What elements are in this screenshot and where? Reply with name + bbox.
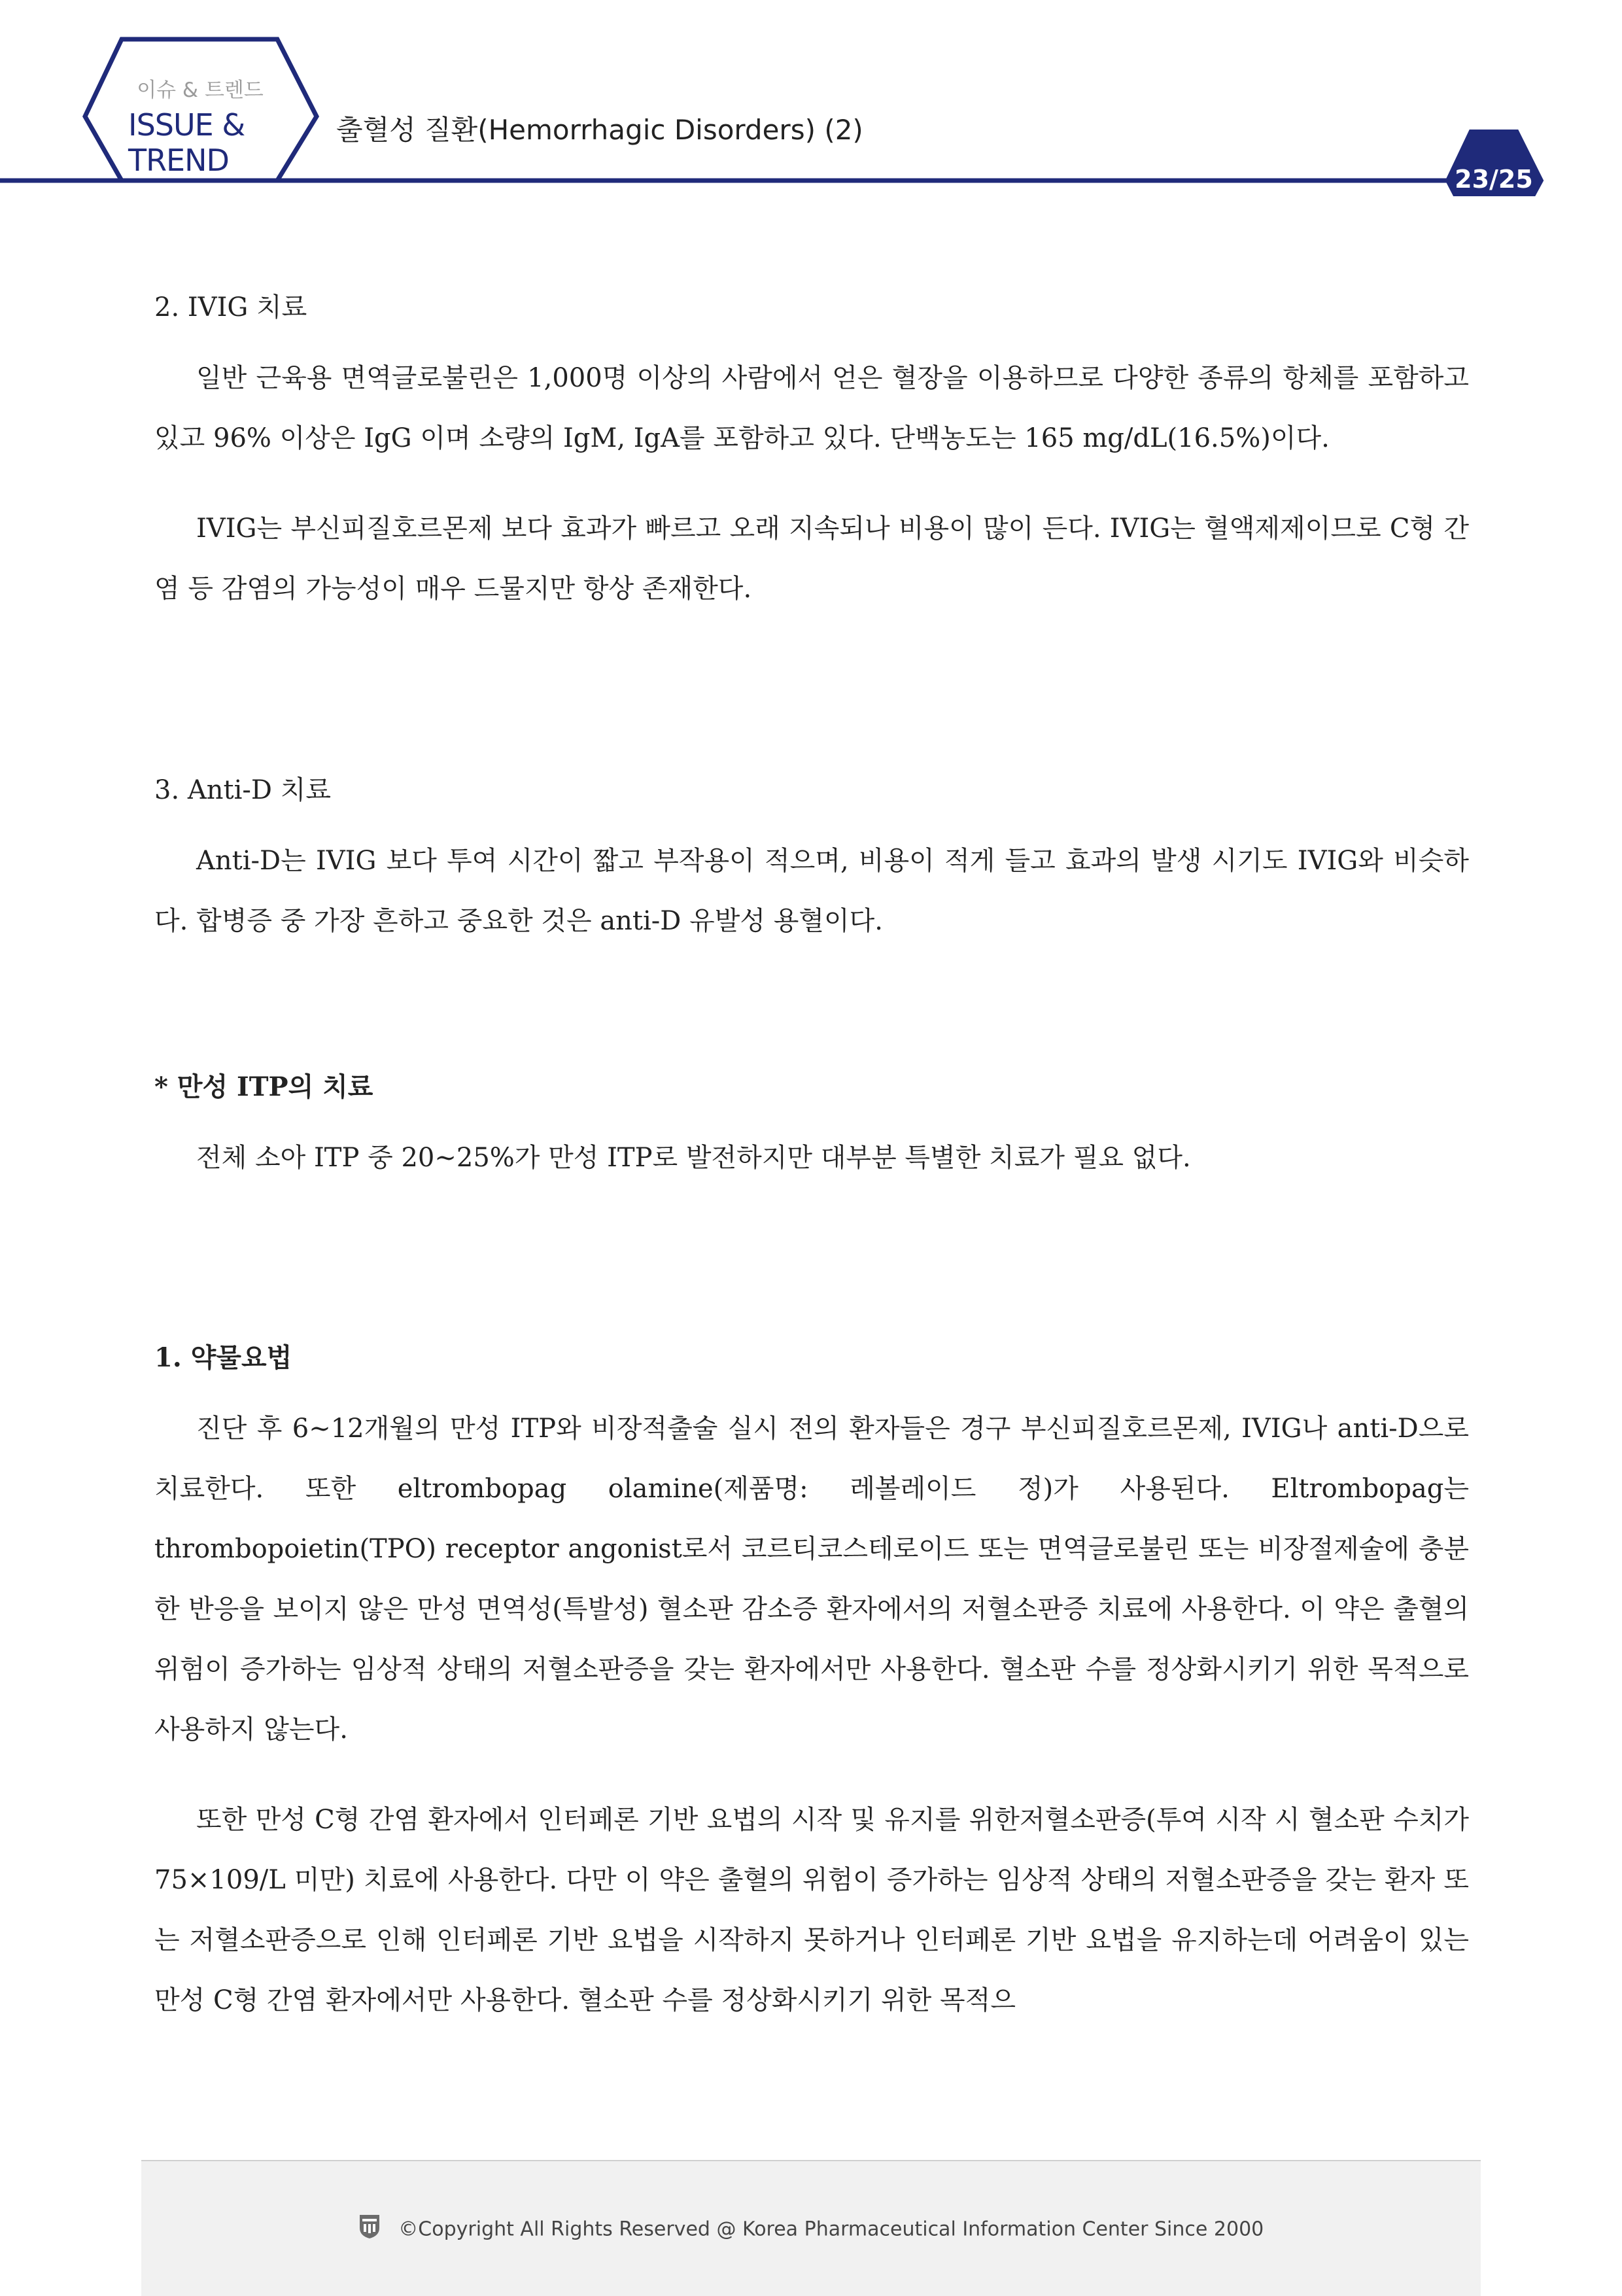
section-heading: 1. 약물요법 — [154, 1342, 292, 1373]
section-chronic-itp — [154, 1061, 1469, 1188]
page-number: 23/25 — [1455, 165, 1533, 194]
badge-title-line2: TREND — [128, 143, 229, 178]
paragraph: 진단 후 6∼12개월의 만성 ITP와 비장적출술 실시 전의 환자들은 경구 부신피질호르몬제, IVIG나 anti-D으로 치료한다. 또한 eltrombopag olamine(제품명: 레볼레이드 정)가 사용된다. Eltrombopag는 thrombopoietin(TPO) receptor angonist로서 코르티코스테로이드 또는 면역글로불린 또는 비장절제술에 충분한 반응을 보이지 않은 만성 면역성(특발성) 혈소판 감소증 환자에서의 저혈소판증 치료에 사용한다. 이 약은 출혈의 위험이 증가하는 임상적 상태의 저혈소판증을 갖는 환자에서만 사용한다. 혈소판 수를 정상화시키기 위한 목적으로 사용하지 않는다. — [154, 1414, 1469, 1745]
footer-copyright-row — [141, 2214, 1481, 2245]
document-body — [154, 281, 1469, 2030]
badge-title — [128, 107, 272, 178]
section-anti-d — [154, 764, 1469, 951]
document-title: 출혈성 질환(Hemorrhagic Disorders) (2) — [336, 114, 863, 146]
copyright-text: ©Copyright All Rights Reserved @ Korea Pharmaceutical Information Center Since 2000 — [398, 2218, 1264, 2241]
paragraph: Anti-D는 IVIG 보다 투여 시간이 짧고 부작용이 적으며, 비용이 적게 들고 효과의 발생 시기도 IVIG와 비슷하다. 합병증 중 가장 흔하고 중요한 것은 anti-D 유발성 용혈이다. — [154, 846, 1469, 936]
section-ivig — [154, 281, 1469, 619]
paragraph: IVIG는 부신피질호르몬제 보다 효과가 빠르고 오래 지속되나 비용이 많이 든다. IVIG는 혈액제제이므로 C형 간염 등 감염의 가능성이 매우 드물지만 항상 존재한다. — [154, 513, 1469, 604]
paragraph: 또한 만성 C형 간염 환자에서 인터페론 기반 요법의 시작 및 유지를 위한저혈소판증(투여 시작 시 혈소판 수치가 75×109/L 미만) 치료에 사용한다. 다만 이 약은 출혈의 위험이 증가하는 임상적 상태의 저혈소판증을 갖는 환자 또는 저혈소판증으로 인해 인터페론 기반 요법을 시작하지 못하거나 인터페론 기반 요법을 유지하는데 어려움이 있는 만성 C형 간염 환자에서만 사용한다. 혈소판 수를 정상화시키기 위한 목적으 — [154, 1805, 1469, 2015]
badge-title-line1: ISSUE & — [128, 107, 245, 143]
badge-subtitle: 이슈 & 트렌드 — [137, 78, 264, 102]
page-footer — [141, 2160, 1481, 2296]
paragraph: 전체 소아 ITP 중 20∼25%가 만성 ITP로 발전하지만 대부분 특별한 치료가 필요 없다. — [196, 1143, 1191, 1173]
crest-icon — [358, 2214, 381, 2245]
section-heading: * 만성 ITP의 치료 — [154, 1071, 373, 1102]
page-header — [0, 0, 1622, 196]
section-heading: 2. IVIG 치료 — [154, 292, 307, 322]
section-drug-therapy — [154, 1332, 1469, 2030]
section-heading: 3. Anti-D 치료 — [154, 775, 331, 805]
paragraph: 일반 근육용 면역글로불린은 1,000명 이상의 사람에서 얻은 혈장을 이용하므로 다양한 종류의 항체를 포함하고 있고 96% 이상은 IgG 이며 소량의 IgM, IgA를 포함하고 있다. 단백농도는 165 mg/dL(16.5%)이다. — [154, 363, 1469, 453]
